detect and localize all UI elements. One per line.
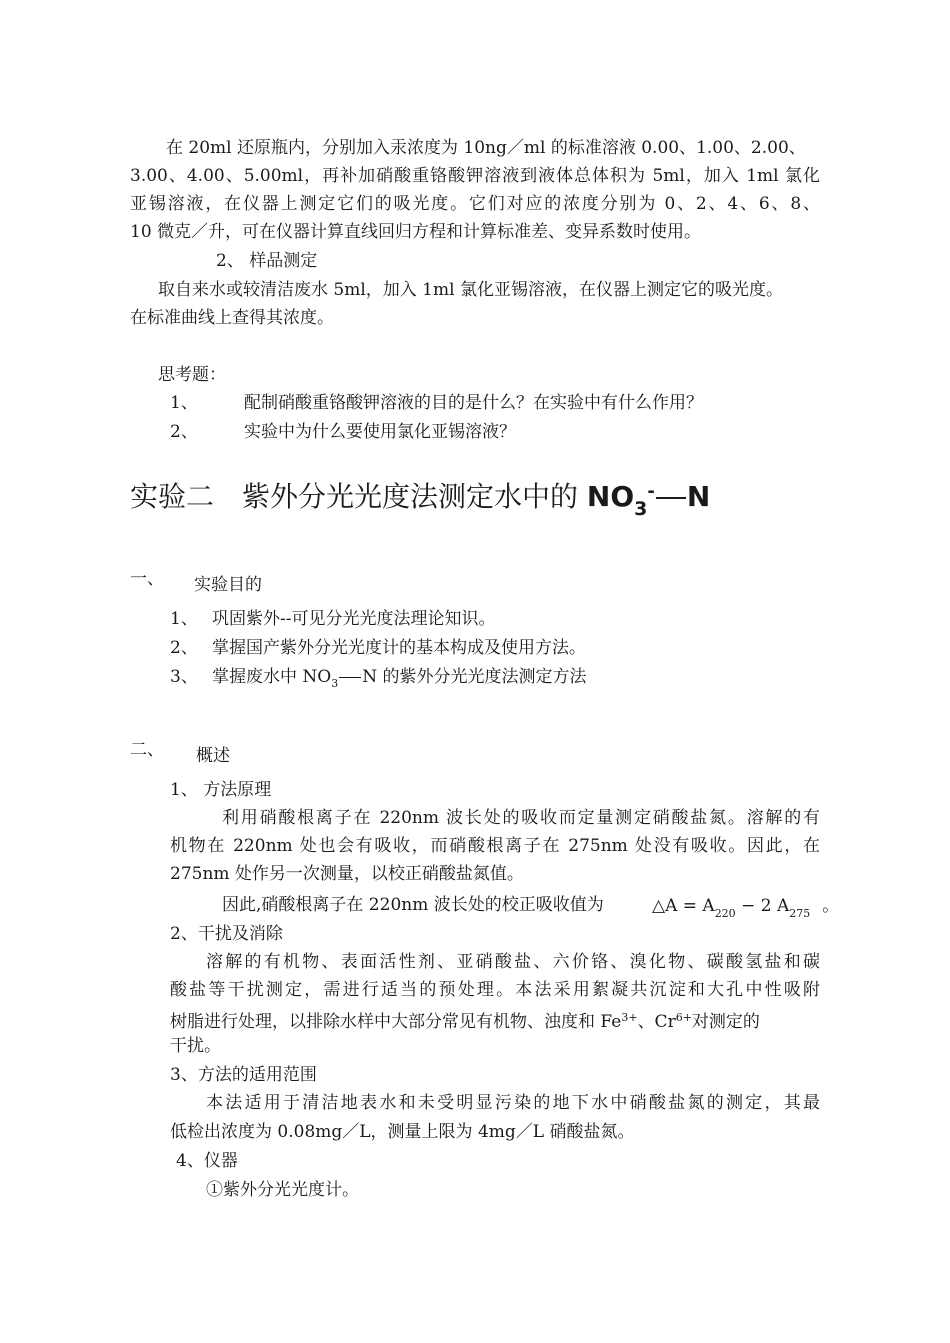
formula-subscript: 220 (714, 907, 736, 920)
paragraph-line (170, 1006, 760, 1034)
paragraph-line: 机物在 220nm 处也会有吸收，而硝酸根离子在 275nm 处没有吸收。因此，在 (170, 836, 820, 856)
list-number: 1、 (170, 609, 198, 629)
paragraph-line: 10 微克／升，可在仪器计算直线回归方程和计算标准差、变异系数时使用。 (130, 222, 702, 242)
paragraph-line: 利用硝酸根离子在 220nm 波长处的吸收而定量测定硝酸盐氮。溶解的有 (222, 808, 820, 828)
section-number: 二、 (130, 740, 164, 760)
formula-subscript: 275 (789, 907, 811, 920)
list-number: 3、 (170, 667, 198, 687)
question-text: 配制硝酸重铬酸钾溶液的目的是什么？在实验中有什么作用？ (244, 393, 703, 413)
superscript: 3+ (621, 1011, 638, 1024)
formula-part: 。 (822, 896, 840, 916)
paragraph-line: 低检出浓度为 0.08mg／L，测量上限为 4mg／L 硝酸盐氮。 (170, 1122, 635, 1142)
formula-part: − 2 A (735, 896, 790, 916)
subheading-scope: 3、方法的适用范围 (170, 1065, 317, 1085)
subheading-instrument: 4、仪器 (176, 1151, 238, 1171)
section-number: 一、 (130, 569, 164, 589)
instrument-item: ①紫外分光光度计。 (206, 1180, 359, 1200)
experiment-title (130, 472, 710, 529)
formula-no: NO (586, 480, 635, 513)
list-item: 掌握国产紫外分光光度计的基本构成及使用方法。 (212, 638, 586, 658)
paragraph-line: 本法适用于清洁地表水和未受明显污染的地下水中硝酸盐氮的测定，其最 (206, 1093, 820, 1113)
section-title: 实验目的 (194, 575, 262, 595)
section-title: 概述 (196, 746, 230, 766)
question-number: 1、 (170, 393, 198, 413)
paragraph-line: 275nm 处作另一次测量，以校正硝酸盐氮值。 (170, 864, 524, 884)
formula-n: N (686, 480, 711, 513)
section-heading (130, 567, 262, 597)
paragraph-line: 酸盐等干扰测定，需进行适当的预处理。本法采用絮凝共沉淀和大孔中性吸附 (170, 980, 820, 1000)
paragraph-line: 溶解的有机物、表面活性剂、亚硝酸盐、六价铬、溴化物、碳酸氢盐和碳 (206, 952, 820, 972)
formula-subscript: 3 (634, 498, 648, 520)
list-item: 巩固紫外--可见分光光度法理论知识。 (212, 609, 496, 629)
paragraph-text: 树脂进行处理，以排除水样中大部分常见有机物、浊度和 (170, 1012, 601, 1032)
subheading-sample: 2、 样品测定 (216, 251, 318, 271)
subheading-principle: 1、 方法原理 (170, 780, 272, 800)
experiment-title-text: 实验二 紫外分光光度法测定水中的 (130, 480, 579, 513)
paragraph-line: 在 20ml 还原瓶内，分别加入汞浓度为 10ng／ml 的标准溶液 0.00、1.00、2.00、 (166, 138, 806, 158)
em-dash (656, 497, 686, 499)
em-dash (339, 677, 361, 678)
paragraph-line: 因此,硝酸根离子在 220nm 波长处的校正吸收值为 (222, 895, 604, 915)
subscript: 3 (331, 677, 339, 690)
subheading-interference: 2、干扰及消除 (170, 924, 283, 944)
section-heading (130, 738, 230, 768)
superscript: 6+ (675, 1011, 692, 1024)
ion-cr: 、Cr (637, 1012, 676, 1032)
formula-part: △A = A (652, 896, 715, 916)
paragraph-line: 干扰。 (170, 1036, 221, 1056)
question-text: 实验中为什么要使用氯化亚锡溶液？ (244, 422, 516, 442)
list-item-text: 掌握废水中 NO (212, 667, 332, 687)
list-number: 2、 (170, 638, 198, 658)
paragraph-line: 在标准曲线上查得其浓度。 (130, 308, 334, 328)
paragraph-line: 3.00、4.00、5.00ml，再补加硝酸重铬酸钾溶液到液体总体积为 5ml，加入 1ml 氯化 (130, 166, 820, 186)
list-item (212, 665, 587, 696)
correction-formula (652, 894, 839, 926)
question-number: 2、 (170, 422, 198, 442)
ion-fe: Fe (600, 1012, 622, 1032)
list-item-text: N 的紫外分光光度法测定方法 (362, 667, 587, 687)
formula-minus: - (647, 481, 655, 502)
questions-title: 思考题： (158, 365, 226, 385)
paragraph-line: 亚锡溶液，在仪器上测定它们的吸光度。它们对应的浓度分别为 0、2、4、6、8、 (130, 194, 820, 214)
paragraph-text: 对测定的 (691, 1012, 760, 1032)
paragraph-line: 取自来水或较清洁废水 5ml，加入 1ml 氯化亚锡溶液，在仪器上测定它的吸光度。 (158, 280, 783, 300)
